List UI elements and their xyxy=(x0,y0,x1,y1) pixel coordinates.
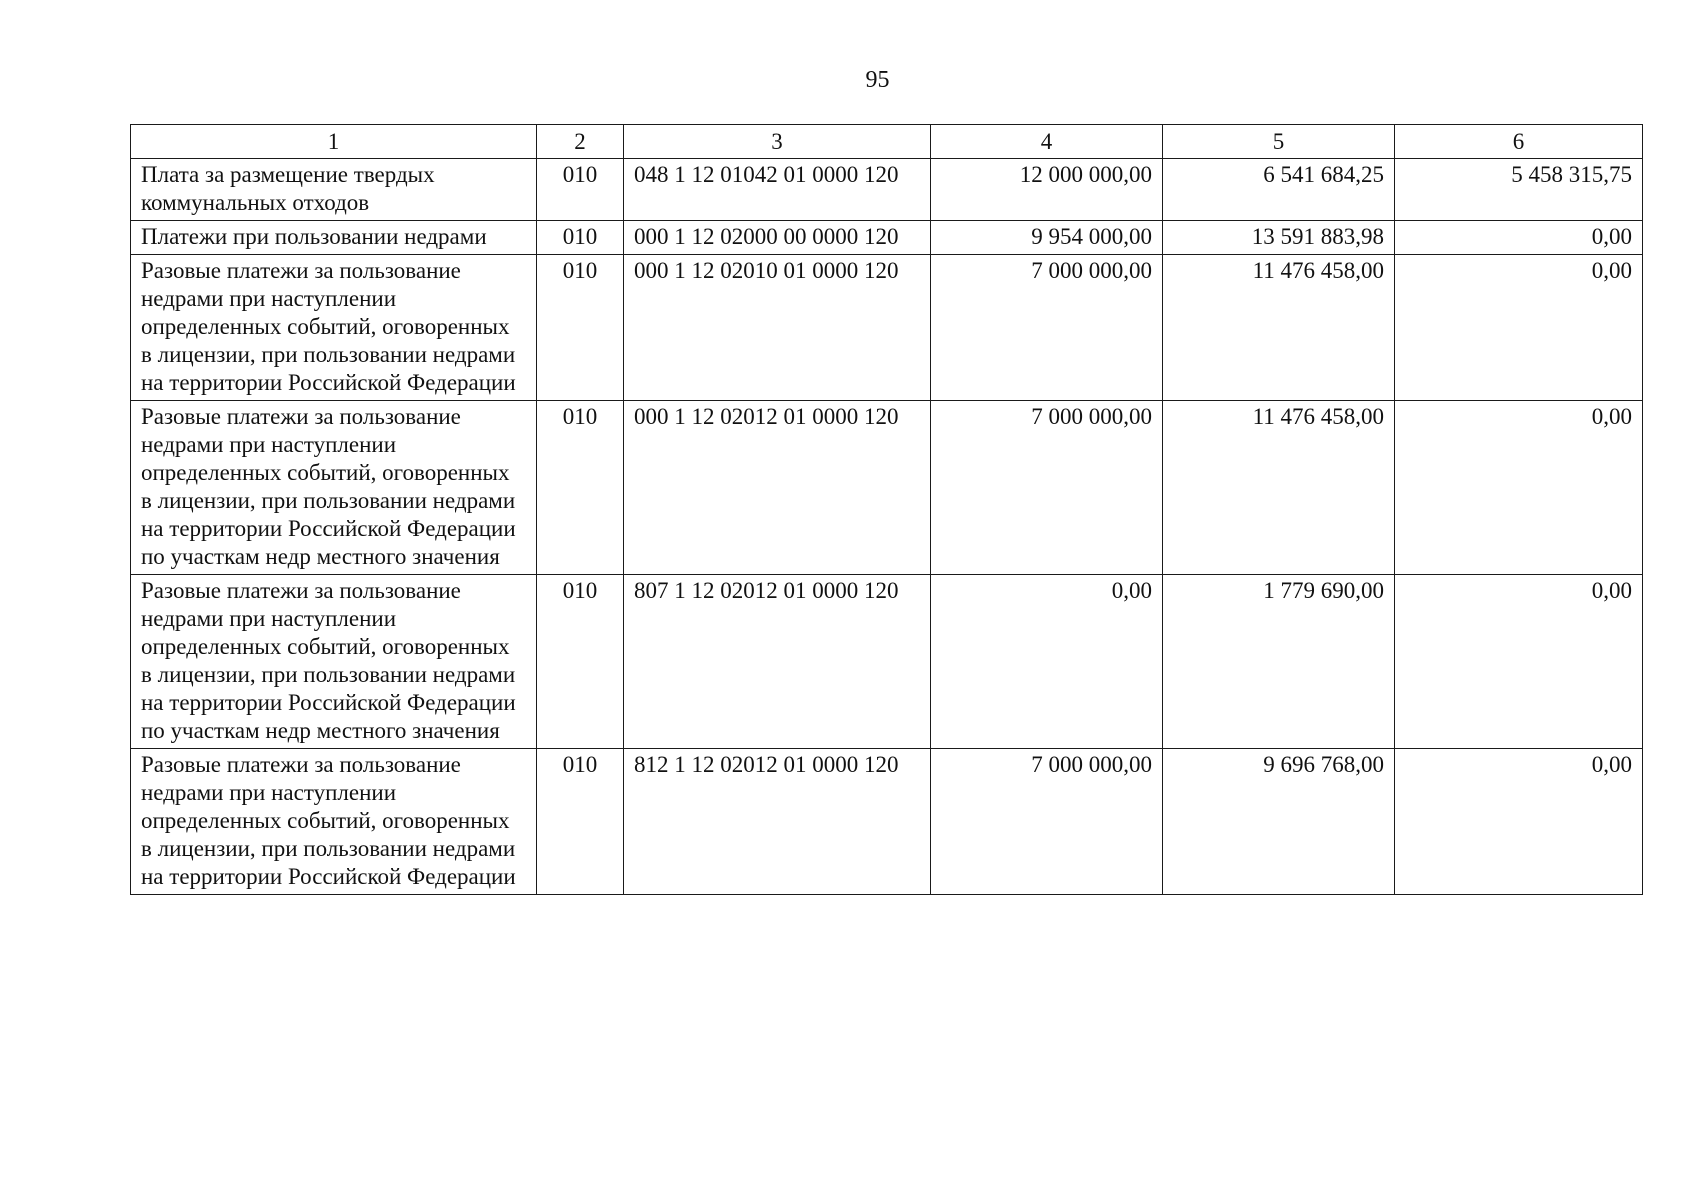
row-amount-col4-cell: 9 954 000,00 xyxy=(931,221,1163,255)
row-name-cell: Разовые платежи за пользование недрами при наступлении определенных событий, оговоренных в лицензии, при пользовании недрами на территории Российской Федерации xyxy=(131,255,537,401)
table-row xyxy=(131,221,1643,255)
row-budget-code-cell: 000 1 12 02000 00 0000 120 xyxy=(624,221,931,255)
table-row xyxy=(131,575,1643,749)
row-budget-code-cell: 048 1 12 01042 01 0000 120 xyxy=(624,159,931,221)
row-name-cell: Плата за размещение твердых коммунальных отходов xyxy=(131,159,537,221)
row-line-code-cell: 010 xyxy=(537,255,624,401)
row-amount-col6-cell: 0,00 xyxy=(1395,401,1643,575)
row-budget-code-cell: 000 1 12 02010 01 0000 120 xyxy=(624,255,931,401)
row-amount-col4-cell: 0,00 xyxy=(931,575,1163,749)
column-header: 4 xyxy=(931,125,1163,159)
row-name-cell: Платежи при пользовании недрами xyxy=(131,221,537,255)
row-line-code-cell: 010 xyxy=(537,159,624,221)
table-row xyxy=(131,401,1643,575)
table-header-row xyxy=(131,125,1643,159)
row-name-cell: Разовые платежи за пользование недрами при наступлении определенных событий, оговоренных в лицензии, при пользовании недрами на территории Российской Федерации xyxy=(131,749,537,895)
table-row xyxy=(131,255,1643,401)
page-number: 95 xyxy=(865,67,890,93)
row-amount-col5-cell: 6 541 684,25 xyxy=(1163,159,1395,221)
row-budget-code-cell: 812 1 12 02012 01 0000 120 xyxy=(624,749,931,895)
row-amount-col4-cell: 12 000 000,00 xyxy=(931,159,1163,221)
row-amount-col6-cell: 0,00 xyxy=(1395,575,1643,749)
revenue-table xyxy=(130,124,1643,895)
row-line-code-cell: 010 xyxy=(537,401,624,575)
row-amount-col5-cell: 11 476 458,00 xyxy=(1163,255,1395,401)
column-header: 1 xyxy=(131,125,537,159)
table-row xyxy=(131,159,1643,221)
row-amount-col6-cell: 0,00 xyxy=(1395,221,1643,255)
row-budget-code-cell: 000 1 12 02012 01 0000 120 xyxy=(624,401,931,575)
row-budget-code-cell: 807 1 12 02012 01 0000 120 xyxy=(624,575,931,749)
row-line-code-cell: 010 xyxy=(537,575,624,749)
column-header: 2 xyxy=(537,125,624,159)
row-amount-col6-cell: 0,00 xyxy=(1395,749,1643,895)
row-amount-col5-cell: 1 779 690,00 xyxy=(1163,575,1395,749)
row-amount-col6-cell: 5 458 315,75 xyxy=(1395,159,1643,221)
row-amount-col5-cell: 9 696 768,00 xyxy=(1163,749,1395,895)
row-amount-col5-cell: 11 476 458,00 xyxy=(1163,401,1395,575)
row-amount-col4-cell: 7 000 000,00 xyxy=(931,749,1163,895)
row-amount-col4-cell: 7 000 000,00 xyxy=(931,401,1163,575)
table-row xyxy=(131,749,1643,895)
row-line-code-cell: 010 xyxy=(537,221,624,255)
row-amount-col4-cell: 7 000 000,00 xyxy=(931,255,1163,401)
row-name-cell: Разовые платежи за пользование недрами при наступлении определенных событий, оговоренных в лицензии, при пользовании недрами на территории Российской Федерации по участкам недр местного значения xyxy=(131,575,537,749)
column-header: 5 xyxy=(1163,125,1395,159)
row-amount-col6-cell: 0,00 xyxy=(1395,255,1643,401)
row-amount-col5-cell: 13 591 883,98 xyxy=(1163,221,1395,255)
row-name-cell: Разовые платежи за пользование недрами при наступлении определенных событий, оговоренных в лицензии, при пользовании недрами на территории Российской Федерации по участкам недр местного значения xyxy=(131,401,537,575)
column-header: 6 xyxy=(1395,125,1643,159)
column-header: 3 xyxy=(624,125,931,159)
row-line-code-cell: 010 xyxy=(537,749,624,895)
